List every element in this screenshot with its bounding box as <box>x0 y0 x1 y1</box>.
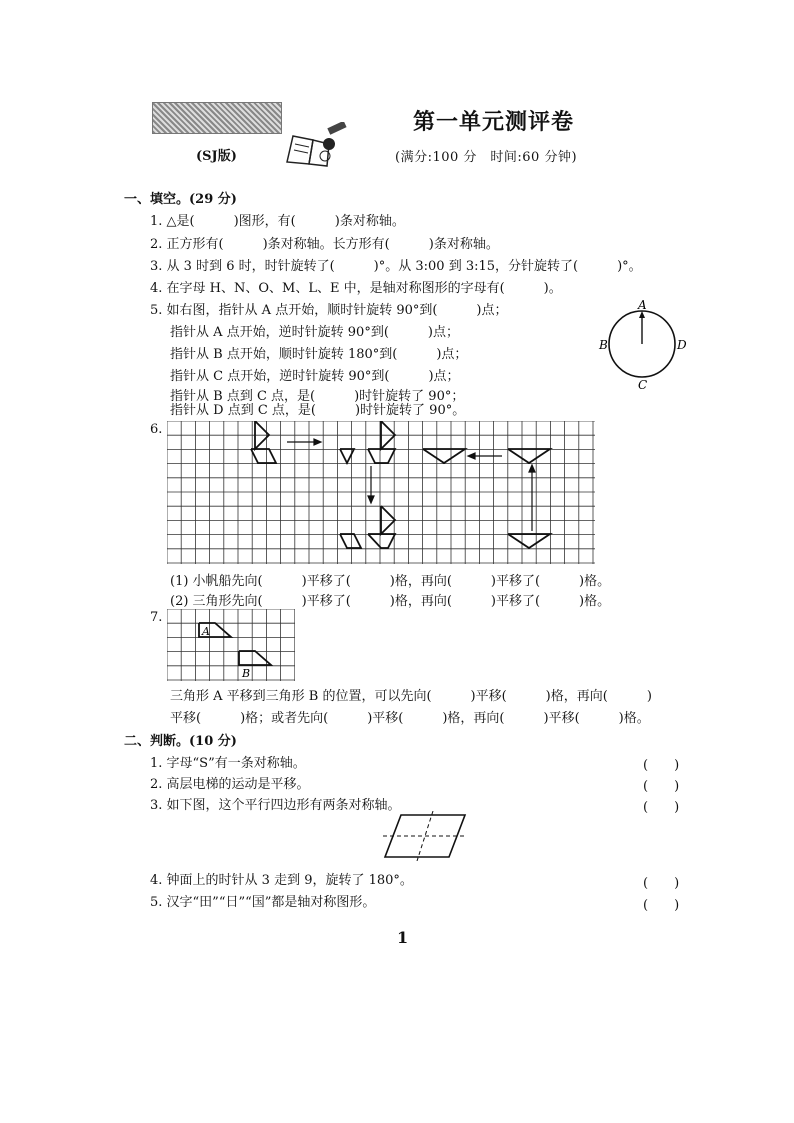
question-1: 1. △是( )图形，有( )条对称轴。 <box>150 214 405 229</box>
question-5-line-1: 5. 如右图，指针从 A 点开始，顺时针旋转 90°到( )点； <box>150 303 508 318</box>
question-6-part-1: (1) 小帆船先向( )平移了( )格，再向( )平移了( )格。 <box>170 574 611 589</box>
clock-label-a: A <box>638 298 647 312</box>
section1-heading: 一、填空。(29 分) <box>124 192 237 207</box>
judge-item-2: 2. 高层电梯的运动是平移。 <box>150 777 310 792</box>
question-7-line-1: 三角形 A 平移到三角形 B 的位置，可以先向( )平移( )格，再向( ) <box>170 689 652 704</box>
edition-label: (SJ版) <box>196 149 237 164</box>
triangle-label-a: A <box>202 625 210 638</box>
question-3: 3. 从 3 时到 6 时，时针旋转了( )°。从 3:00 到 3:15，分针旋转了( )°。 <box>150 259 642 274</box>
answer-bracket-2[interactable]: ( ) <box>643 779 680 794</box>
translation-grid-q6 <box>167 421 595 564</box>
answer-bracket-1[interactable]: ( ) <box>643 758 680 773</box>
exam-meta: (满分:100 分 时间:60 分钟) <box>395 150 578 165</box>
clock-label-d: D <box>677 338 687 352</box>
question-5-line-5: 指针从 B 点到 C 点，是( )时针旋转了 90°； <box>170 389 465 404</box>
question-7-number: 7. <box>150 610 163 625</box>
question-6-number: 6. <box>150 422 163 437</box>
page-number: 1 <box>397 928 409 947</box>
answer-bracket-5[interactable]: ( ) <box>643 898 680 913</box>
clock-label-c: C <box>638 378 648 392</box>
question-5-line-4: 指针从 C 点开始，逆时针旋转 90°到( )点； <box>170 369 460 384</box>
question-5-line-3: 指针从 B 点开始，顺时针旋转 180°到( )点； <box>170 347 468 362</box>
question-4: 4. 在字母 H、N、O、M、L、E 中，是轴对称图形的字母有( )。 <box>150 281 562 296</box>
clock-pointer-diagram <box>595 297 690 392</box>
judge-item-1: 1. 字母“S”有一条对称轴。 <box>150 756 306 771</box>
judge-item-3: 3. 如下图，这个平行四边形有两条对称轴。 <box>150 798 401 813</box>
header-banner-logo <box>152 102 282 134</box>
question-5-line-6: 指针从 D 点到 C 点，是( )时针旋转了 90°。 <box>170 403 466 418</box>
triangle-label-b: B <box>242 667 251 680</box>
judge-item-5: 5. 汉字“田”“日”“国”都是轴对称图形。 <box>150 895 376 910</box>
book-telescope-mascot-icon <box>283 122 353 167</box>
page-title: 第一单元测评卷 <box>413 110 575 135</box>
judge-item-4: 4. 钟面上的时针从 3 走到 9，旋转了 180°。 <box>150 873 413 888</box>
clock-label-b: B <box>599 338 608 352</box>
parallelogram-figure <box>383 811 467 861</box>
section2-heading: 二、判断。(10 分) <box>124 734 237 749</box>
answer-bracket-4[interactable]: ( ) <box>643 876 680 891</box>
question-5-line-2: 指针从 A 点开始，逆时针旋转 90°到( )点； <box>170 325 459 340</box>
answer-bracket-3[interactable]: ( ) <box>643 800 680 815</box>
question-7-line-2: 平移( )格；或者先向( )平移( )格，再向( )平移( )格。 <box>170 711 650 726</box>
translation-grid-q7 <box>167 609 295 681</box>
question-6-part-2: (2) 三角形先向( )平移了( )格，再向( )平移了( )格。 <box>170 594 611 609</box>
question-2: 2. 正方形有( )条对称轴。长方形有( )条对称轴。 <box>150 237 499 252</box>
